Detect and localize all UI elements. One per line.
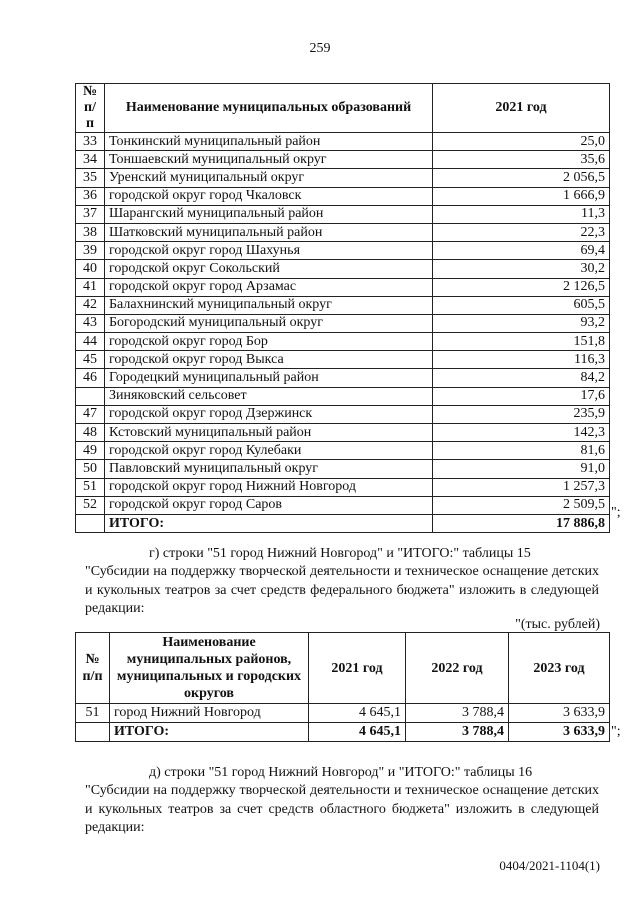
table-row (76, 496, 610, 514)
row-value: 69,4 (433, 242, 610, 260)
row-value: 2 126,5 (433, 278, 610, 296)
table-row (76, 314, 610, 332)
table-row (76, 369, 610, 387)
total-2022: 3 788,4 (406, 723, 509, 742)
row-value: 605,5 (433, 296, 610, 314)
closing-quote: "; (611, 724, 621, 739)
row-name: городской округ город Выкса (105, 351, 433, 369)
row-name: Павловский муниципальный округ (105, 460, 433, 478)
row-num: 36 (76, 187, 105, 205)
row-name: Уренский муниципальный округ (105, 169, 433, 187)
table-row (76, 460, 610, 478)
total-2023: 3 633,9 (509, 723, 610, 742)
document-code: 0404/2021-1104(1) (499, 858, 600, 873)
paragraph-g (85, 545, 599, 619)
row-2023: 3 633,9 (509, 704, 610, 723)
row-name: город Нижний Новгород (110, 704, 309, 723)
paragraph-d-text: "Субсидии на поддержку творческой деятельности и техническое оснащение детских и кукольных театров за счет средств областного бюджета" изложить в следующей редакции: (85, 783, 599, 836)
row-2022: 3 788,4 (406, 704, 509, 723)
row-name: Кстовский муниципальный район (105, 424, 433, 442)
row-num: 50 (76, 460, 105, 478)
row-num: 52 (76, 496, 105, 514)
row-name: Шарангский муниципальный район (105, 205, 433, 223)
theater-subsidy-table (75, 632, 610, 742)
row-num: 46 (76, 369, 105, 387)
total-row (76, 723, 610, 742)
table-header-row (76, 633, 610, 704)
row-num: 33 (76, 133, 105, 151)
table-row (76, 405, 610, 423)
row-value: 11,3 (433, 205, 610, 223)
header-name: Наименование муниципальных районов, муниципальных и городских округов (110, 633, 309, 704)
table-row (76, 187, 610, 205)
row-name: городской округ город Саров (105, 496, 433, 514)
row-num: 51 (76, 478, 105, 496)
table-row (76, 387, 610, 405)
header-num: № п/п (76, 84, 105, 133)
total-num-cell (76, 514, 105, 532)
table-row (76, 278, 610, 296)
paragraph-d (85, 764, 599, 838)
table-row (76, 424, 610, 442)
table-row (76, 333, 610, 351)
table-row (76, 442, 610, 460)
total-row (76, 514, 610, 532)
row-value: 235,9 (433, 405, 610, 423)
row-value: 22,3 (433, 223, 610, 241)
row-value: 1 666,9 (433, 187, 610, 205)
header-num: № п/п (76, 633, 110, 704)
row-num: 47 (76, 405, 105, 423)
closing-quote: "; (611, 505, 621, 520)
row-name: Зиняковский сельсовет (105, 387, 433, 405)
row-name: городской округ город Дзержинск (105, 405, 433, 423)
row-num: 42 (76, 296, 105, 314)
row-num: 51 (76, 704, 110, 723)
units-label: "(тыс. рублей) (515, 617, 600, 632)
row-value: 151,8 (433, 333, 610, 351)
table-row (76, 260, 610, 278)
header-2023: 2023 год (509, 633, 610, 704)
row-name: Балахнинский муниципальный округ (105, 296, 433, 314)
table-row (76, 169, 610, 187)
table-row (76, 704, 610, 723)
table-header-row (76, 84, 610, 133)
row-2021: 4 645,1 (309, 704, 406, 723)
row-name: городской округ город Шахунья (105, 242, 433, 260)
row-num: 49 (76, 442, 105, 460)
total-2021: 4 645,1 (309, 723, 406, 742)
header-name: Наименование муниципальных образований (105, 84, 433, 133)
row-name: городской округ город Нижний Новгород (105, 478, 433, 496)
row-value: 81,6 (433, 442, 610, 460)
row-num: 41 (76, 278, 105, 296)
header-2021: 2021 год (309, 633, 406, 704)
row-value: 30,2 (433, 260, 610, 278)
row-value: 116,3 (433, 351, 610, 369)
table-row (76, 242, 610, 260)
table-row (76, 478, 610, 496)
row-value: 25,0 (433, 133, 610, 151)
total-value: 17 886,8 (433, 514, 610, 532)
row-name: городской округ Сокольский (105, 260, 433, 278)
row-name: городской округ город Бор (105, 333, 433, 351)
row-num: 40 (76, 260, 105, 278)
paragraph-g-line1: г) строки "51 город Нижний Новгород" и "ИТОГО:" таблицы 15 (149, 546, 531, 561)
row-name: городской округ город Чкаловск (105, 187, 433, 205)
table-row (76, 351, 610, 369)
row-name: Тонкинский муниципальный район (105, 133, 433, 151)
row-name: Шатковский муниципальный район (105, 223, 433, 241)
row-num: 39 (76, 242, 105, 260)
row-num: 44 (76, 333, 105, 351)
row-name: городской округ город Кулебаки (105, 442, 433, 460)
row-num: 34 (76, 151, 105, 169)
row-name: Богородский муниципальный округ (105, 314, 433, 332)
header-year: 2021 год (433, 84, 610, 133)
row-value: 35,6 (433, 151, 610, 169)
row-num (76, 387, 105, 405)
row-num: 37 (76, 205, 105, 223)
row-value: 91,0 (433, 460, 610, 478)
page-number: 259 (309, 41, 331, 56)
row-value: 93,2 (433, 314, 610, 332)
row-name: Городецкий муниципальный район (105, 369, 433, 387)
row-value: 84,2 (433, 369, 610, 387)
row-num: 48 (76, 424, 105, 442)
total-num-cell (76, 723, 110, 742)
row-value: 2 509,5 (433, 496, 610, 514)
header-2022: 2022 год (406, 633, 509, 704)
row-value: 2 056,5 (433, 169, 610, 187)
row-num: 45 (76, 351, 105, 369)
row-name: Тоншаевский муниципальный округ (105, 151, 433, 169)
row-value: 142,3 (433, 424, 610, 442)
total-label: ИТОГО: (105, 514, 433, 532)
table-row (76, 133, 610, 151)
municipal-subsidy-table-2021 (75, 83, 610, 533)
row-value: 17,6 (433, 387, 610, 405)
table-row (76, 223, 610, 241)
row-num: 38 (76, 223, 105, 241)
total-label: ИТОГО: (110, 723, 309, 742)
table-row (76, 296, 610, 314)
row-name: городской округ город Арзамас (105, 278, 433, 296)
table-row (76, 205, 610, 223)
paragraph-g-text: "Субсидии на поддержку творческой деятельности и техническое оснащение детских и кукольных театров за счет средств федерального бюджета" изложить в следующей редакции: (85, 564, 599, 617)
row-num: 43 (76, 314, 105, 332)
table-row (76, 151, 610, 169)
row-value: 1 257,3 (433, 478, 610, 496)
paragraph-d-line1: д) строки "51 город Нижний Новгород" и "ИТОГО:" таблицы 16 (149, 765, 533, 780)
row-num: 35 (76, 169, 105, 187)
